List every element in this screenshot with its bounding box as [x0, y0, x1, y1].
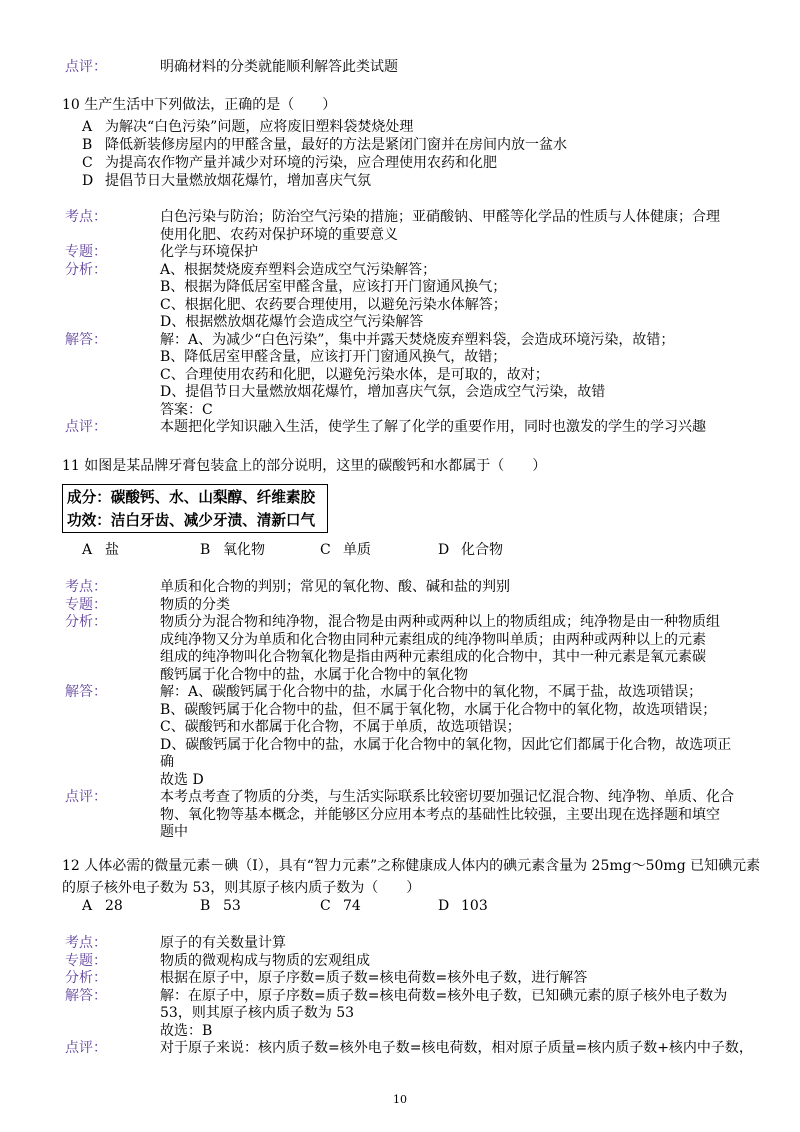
analysis-row-analysis	[65, 970, 765, 988]
analysis-line: 对于原子来说：核内质子数=核外电子数=核电荷数，相对原子质量=核内质子数+核内中子数，	[160, 1040, 753, 1056]
analysis-label: 分析：	[65, 261, 107, 278]
analysis-row-analysis	[65, 262, 765, 332]
option-letter: C	[82, 155, 93, 171]
analysis-line: 组成的纯净物叫化合物氧化物是指由两种元素组成的化合物中，其中一种元素是氧元素碳	[160, 649, 706, 665]
option-c	[82, 154, 567, 172]
option-text: 74	[343, 898, 361, 914]
option-letter: B	[200, 898, 211, 914]
question-stem-line: 12 人体必需的微量元素－碘（I），具有“智力元素”之称健康成人体内的碘元素含量为 25mg～50mg 已知碘元素	[62, 858, 761, 874]
option-letter: C	[320, 898, 331, 914]
analysis-content	[160, 970, 765, 988]
analysis-row-solution	[65, 988, 765, 1041]
analysis-line: D、根据燃放烟花爆竹会造成空气污染解答	[160, 314, 424, 330]
option-b	[200, 541, 265, 559]
analysis-label: 考点：	[65, 935, 107, 951]
analysis-label: 专题：	[65, 244, 107, 260]
option-text: 53	[223, 898, 241, 914]
analysis-line: 使用化肥、农药对保护环境的重要意义	[160, 226, 398, 243]
analysis-line: 解：A、为减少“白色污染”，集中并露天焚烧废弃塑料袋，会造成环境污染，故错；	[160, 331, 675, 348]
figure-effects-line: 功效：洁白牙齿、减少牙渍、清新口气	[67, 512, 316, 529]
option-text: 为提高农作物产量并减少对环境的污染，应合理使用农药和化肥	[105, 155, 497, 171]
analysis-label: 分析：	[65, 970, 107, 986]
analysis-line: C、根据化肥、农药要合理使用，以避免污染水体解答；	[160, 296, 507, 313]
option-b	[200, 897, 241, 915]
option-letter: D	[82, 173, 94, 189]
option-text: 单质	[343, 542, 371, 558]
option-a	[82, 541, 119, 559]
question-stem-line: 11 如图是某品牌牙膏包装盒上的部分说明，这里的碳酸钙和水都属于（ ）	[62, 458, 547, 474]
analysis-label: 考点：	[65, 209, 107, 225]
q12-options	[82, 897, 722, 915]
option-text: 盐	[105, 542, 119, 558]
option-letter: D	[438, 542, 450, 558]
analysis-line: B、根据为降低居室甲醛含量，应该打开门窗通风换气；	[160, 279, 507, 295]
option-letter: A	[82, 119, 93, 135]
option-a	[82, 897, 123, 915]
analysis-line: 题中	[160, 824, 188, 840]
analysis-content	[160, 597, 765, 615]
q10-analysis-table	[65, 209, 765, 437]
question-stem-line: 的原子核外电子数为 53，则其原子核内质子数为（ ）	[62, 880, 421, 896]
analysis-label: 解答：	[65, 331, 107, 348]
analysis-content	[160, 684, 765, 789]
analysis-row-key-points	[65, 209, 765, 244]
analysis-line: 本考点考查了物质的分类，与生活实际联系比较密切要加强记忆混合物、纯净物、单质、化合	[160, 789, 734, 805]
analysis-content	[160, 935, 765, 953]
analysis-line: 成纯净物又分为单质和化合物由同种元素组成的纯净物叫单质；由两种或两种以上的元素	[160, 631, 706, 648]
analysis-line: 解：在原子中，原子序数=质子数=核电荷数=核外电子数，已知碘元素的原子核外电子数为	[160, 987, 728, 1004]
analysis-label: 点评：	[65, 789, 107, 805]
analysis-line: 确	[160, 754, 174, 770]
answer-line: 故选 D	[160, 771, 204, 788]
q11-options	[82, 541, 722, 559]
analysis-row-topic	[65, 244, 765, 262]
analysis-line: 解：A、碳酸钙属于化合物中的盐，水属于化合物中的氧化物，不属于盐，故选项错误；	[160, 684, 703, 700]
analysis-line: 白色污染与防治；防治空气污染的措施；亚硝酸钠、甲醛等化学品的性质与人体健康；合理	[160, 209, 720, 225]
analysis-row-solution	[65, 332, 765, 420]
analysis-line: 物质的分类	[160, 596, 230, 613]
review-label: 点评：	[65, 59, 107, 75]
option-text: 化合物	[461, 542, 503, 558]
question-stem-line: 10 生产生活中下列做法，正确的是（ ）	[62, 97, 337, 113]
analysis-row-analysis	[65, 614, 765, 684]
option-text: 103	[461, 898, 488, 914]
analysis-row-comment	[65, 1040, 765, 1058]
q10-stem	[62, 94, 336, 116]
analysis-content	[160, 262, 765, 332]
option-text: 降低新装修房屋内的甲醛含量，最好的方法是紧闭门窗并在房间内放一盆水	[105, 137, 567, 153]
option-b	[82, 136, 567, 154]
analysis-line: 酸钙属于化合物中的盐，水属于化合物中的氧化物	[160, 666, 468, 683]
analysis-label: 专题：	[65, 596, 107, 613]
analysis-label: 解答：	[65, 987, 107, 1004]
analysis-line: 本题把化学知识融入生活，使学生了解了化学的重要作用，同时也激发的学生的学习兴趣	[160, 419, 706, 435]
q11-analysis-table	[65, 579, 765, 842]
option-text: 为解决“白色污染”问题，应将废旧塑料袋焚烧处理	[105, 119, 414, 135]
option-text: 提倡节日大量燃放烟花爆竹，增加喜庆气氛	[105, 173, 371, 189]
analysis-label: 考点：	[65, 579, 107, 595]
analysis-content	[160, 614, 765, 684]
analysis-row-topic	[65, 597, 765, 615]
analysis-content	[160, 789, 765, 842]
option-letter: B	[200, 542, 211, 558]
analysis-row-solution	[65, 684, 765, 789]
q10-options	[82, 118, 567, 190]
analysis-row-comment	[65, 419, 765, 437]
analysis-line: A、根据焚烧废弃塑料会造成空气污染解答；	[160, 261, 437, 278]
figure-ingredients-line: 成分：碳酸钙、水、山梨醇、纤维素胶	[67, 489, 316, 506]
analysis-line: 物质的微观构成与物质的宏观组成	[160, 952, 370, 969]
analysis-line: 化学与环境保护	[160, 244, 258, 260]
analysis-label: 点评：	[65, 419, 107, 435]
option-a	[82, 118, 567, 136]
analysis-line: C、合理使用农药和化肥，以避免污染水体，是可取的，故对；	[160, 366, 549, 383]
option-d	[82, 172, 567, 190]
analysis-label: 解答：	[65, 684, 107, 700]
analysis-line: 53，则其原子核内质子数为 53	[160, 1005, 355, 1021]
analysis-content	[160, 244, 765, 262]
q12-stem	[62, 855, 760, 899]
analysis-content	[160, 953, 765, 971]
option-letter: D	[438, 898, 450, 914]
analysis-content	[160, 1040, 765, 1058]
analysis-content	[160, 579, 765, 597]
analysis-line: B、降低居室甲醛含量，应该打开门窗通风换气，故错；	[160, 349, 507, 365]
answer-line: 故选：B	[160, 1022, 213, 1039]
answer-line: 答案：C	[160, 401, 213, 418]
option-letter: A	[82, 542, 93, 558]
option-letter: B	[82, 137, 93, 153]
analysis-content	[160, 419, 765, 437]
analysis-row-comment	[65, 789, 765, 842]
analysis-label: 专题：	[65, 952, 107, 969]
page-number: 10	[393, 1093, 407, 1106]
option-c	[320, 541, 371, 559]
option-text: 28	[105, 898, 123, 914]
q11-stem	[62, 455, 546, 477]
analysis-label: 分析：	[65, 614, 107, 630]
prev-question-review	[65, 59, 765, 77]
q12-analysis-table	[65, 935, 765, 1058]
analysis-row-topic	[65, 953, 765, 971]
option-letter: A	[82, 898, 93, 914]
analysis-content	[160, 988, 765, 1041]
option-d	[438, 897, 488, 915]
analysis-line: B、碳酸钙属于化合物中的盐，但不属于氧化物，水属于化合物中的氧化物，故选项错误；	[160, 701, 717, 718]
analysis-line: 原子的有关数量计算	[160, 935, 286, 951]
analysis-line: 物、氧化物等基本概念，并能够区分应用本考点的基础性比较强，主要出现在选择题和填空	[160, 806, 720, 823]
toothpaste-label-figure	[62, 484, 328, 533]
analysis-line: 物质分为混合物和纯净物，混合物是由两种或两种以上的物质组成；纯净物是由一种物质组	[160, 614, 720, 630]
analysis-line: D、碳酸钙属于化合物中的盐，水属于化合物中的氧化物，因此它们都属于化合物，故选项正	[160, 736, 732, 753]
analysis-line: D、提倡节日大量燃放烟花爆竹，增加喜庆气氛，会造成空气污染，故错	[160, 384, 606, 400]
review-text: 明确材料的分类就能顺利解答此类试题	[160, 59, 398, 75]
option-d	[438, 541, 503, 559]
analysis-content	[160, 332, 765, 420]
analysis-label: 点评：	[65, 1040, 107, 1056]
analysis-line: 单质和化合物的判别；常见的氧化物、酸、碱和盐的判别	[160, 579, 510, 595]
option-text: 氧化物	[223, 542, 265, 558]
analysis-row-key-points	[65, 579, 765, 597]
analysis-row-key-points	[65, 935, 765, 953]
analysis-line: 根据在原子中，原子序数=质子数=核电荷数=核外电子数，进行解答	[160, 970, 588, 986]
analysis-line: C、碳酸钙和水都属于化合物，不属于单质，故选项错误；	[160, 719, 521, 735]
option-c	[320, 897, 361, 915]
review-content	[160, 59, 765, 77]
option-letter: C	[320, 542, 331, 558]
analysis-content	[160, 209, 765, 244]
